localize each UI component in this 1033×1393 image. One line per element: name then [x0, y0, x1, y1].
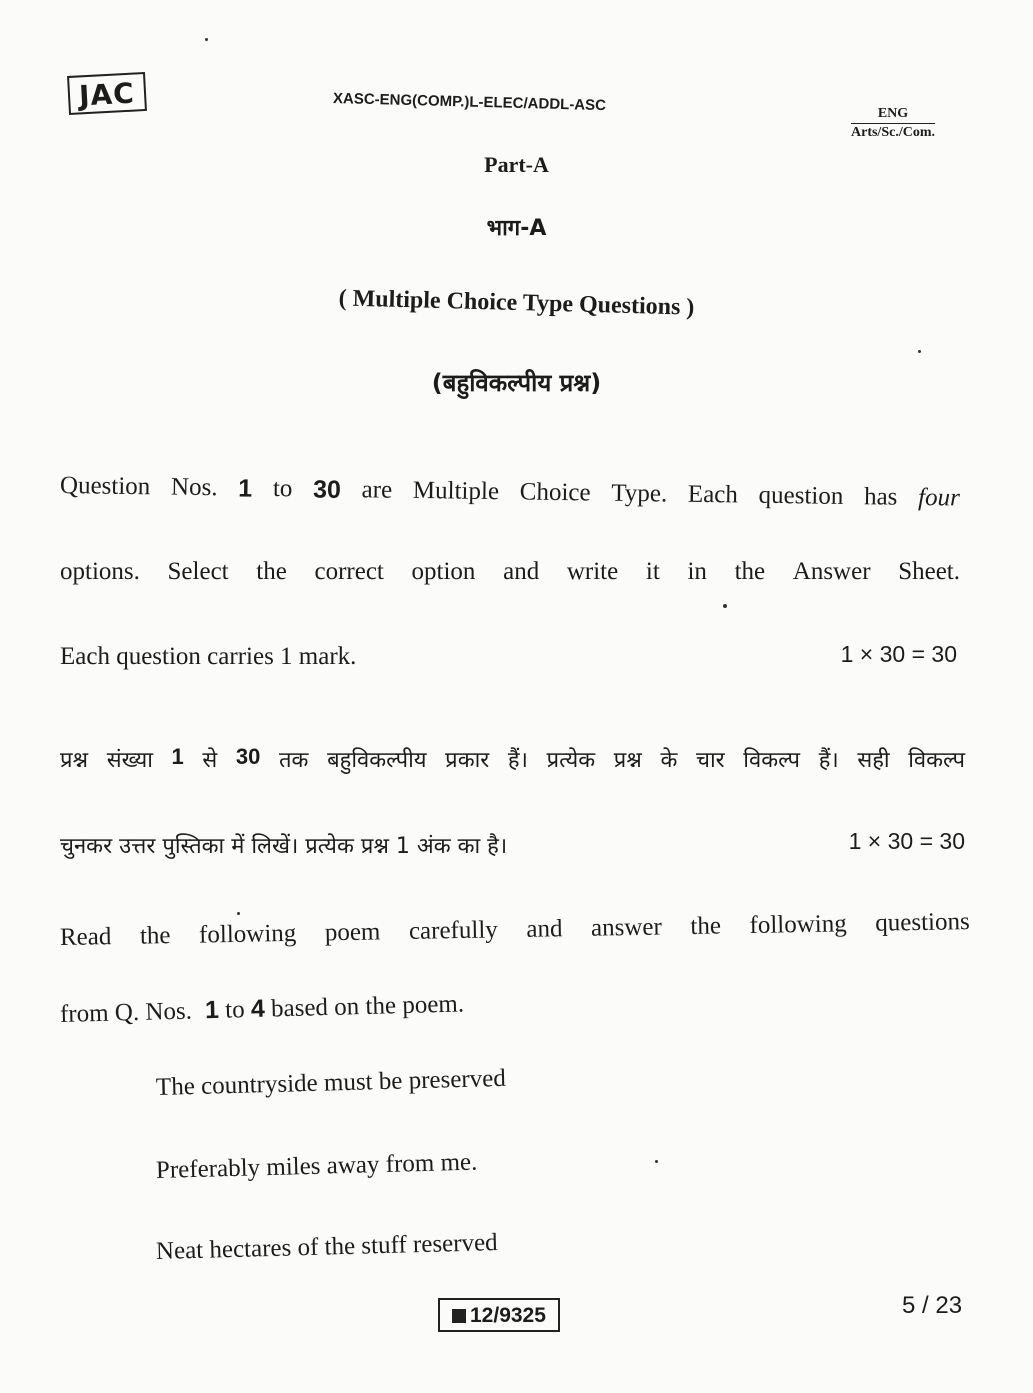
word: Multiple	[412, 476, 500, 506]
stream-list: Arts/Sc./Com.	[851, 125, 935, 140]
word: बहुविकल्पीय	[327, 748, 427, 773]
word: poem	[324, 918, 381, 947]
word: Type.	[611, 479, 668, 508]
word: the	[690, 912, 722, 940]
instruction-hi-line-1	[60, 744, 965, 774]
part-title-english: Part-A	[484, 152, 549, 177]
word: प्रश्न	[60, 748, 89, 773]
subject-name: ENG	[851, 106, 935, 124]
word: प्रत्येक	[546, 748, 596, 773]
page-number: 5 / 23	[902, 1292, 963, 1319]
word: the	[256, 558, 287, 585]
word: तक	[279, 748, 309, 773]
word: Select	[167, 558, 229, 585]
number-end: 30	[312, 475, 342, 504]
word: Choice	[519, 478, 591, 507]
word: the	[734, 558, 766, 585]
word: following	[198, 919, 297, 949]
reading-instruction-line-1	[60, 908, 970, 952]
word: Each	[687, 480, 739, 509]
word: से	[202, 748, 218, 773]
word: has	[863, 483, 898, 511]
word: in	[687, 558, 707, 585]
word: options.	[60, 558, 140, 585]
text: from Q. Nos.	[59, 997, 193, 1028]
word: संख्या	[106, 748, 153, 773]
number-start: 1	[238, 474, 253, 503]
word: हैं।	[507, 748, 528, 773]
scan-speck	[205, 38, 208, 41]
marks-formula-en: 1 × 30 = 30	[840, 641, 957, 667]
number-end: 30	[235, 744, 261, 769]
scan-speck	[655, 1160, 658, 1163]
word: हैं।	[818, 748, 839, 773]
section-title-hindi: (बहुविकल्पीय प्रश्न)	[431, 369, 602, 397]
instruction-en-line-1	[60, 472, 960, 514]
instruction-en-line-2	[60, 558, 960, 586]
section-title-english: ( Multiple Choice Type Questions )	[338, 285, 695, 321]
word: question	[758, 481, 844, 510]
word: Nos.	[170, 473, 218, 502]
number-start: 1	[204, 995, 220, 1025]
word: and	[526, 915, 563, 943]
scan-speck	[918, 350, 921, 353]
word: प्रकार	[445, 748, 490, 773]
text: based on the poem.	[270, 990, 465, 1023]
word: सही	[857, 748, 890, 773]
word: के	[660, 748, 678, 773]
subject-stream	[851, 106, 935, 141]
word: it	[645, 558, 660, 585]
word: the	[139, 922, 171, 950]
word: प्रश्न	[613, 748, 642, 773]
word: following	[749, 910, 847, 939]
marks-formula-hi: 1 × 30 = 30	[848, 828, 965, 854]
word: and	[503, 558, 540, 585]
scan-speck	[723, 604, 727, 608]
text: to	[224, 996, 246, 1024]
word-emphasis: four	[917, 483, 960, 512]
word: Sheet.	[898, 558, 960, 585]
word: are	[361, 476, 393, 504]
word: चार	[696, 748, 725, 773]
part-title-hindi: भाग-A	[486, 216, 547, 241]
booklet-code-box	[438, 1298, 560, 1332]
word: answer	[590, 913, 663, 942]
word: Question	[59, 472, 151, 501]
poem-line-1: The countryside must be preserved	[155, 1064, 507, 1101]
number-end: 4	[250, 994, 266, 1023]
word: Read	[59, 923, 112, 951]
poem-line-3: Neat hectares of the stuff reserved	[155, 1229, 498, 1265]
number-start: 1	[171, 744, 184, 769]
paper-code: XASC-ENG(COMP.)L-ELEC/ADDL-ASC	[332, 90, 607, 115]
poem-line-2: Preferably miles away from me.	[155, 1148, 478, 1184]
word: carefully	[408, 916, 499, 945]
reading-instruction-line-2	[60, 989, 465, 1029]
word: विकल्प	[908, 748, 965, 773]
word: questions	[875, 908, 970, 937]
word: option	[411, 558, 476, 585]
booklet-code: 12/9325	[470, 1304, 546, 1327]
word: to	[272, 474, 293, 503]
word: Answer	[792, 558, 871, 585]
board-logo-box	[67, 72, 147, 115]
word: write	[566, 558, 619, 585]
instruction-en-line-3: Each question carries 1 mark.	[60, 643, 357, 670]
board-name: JAC	[78, 76, 136, 113]
scan-speck	[237, 912, 240, 915]
word: correct	[314, 558, 384, 585]
square-bullet-icon	[452, 1309, 466, 1323]
instruction-hi-line-2: चुनकर उत्तर पुस्तिका में लिखें। प्रत्येक प्रश्न 1 अंक का है।	[60, 834, 508, 859]
word: विकल्प	[743, 748, 801, 773]
